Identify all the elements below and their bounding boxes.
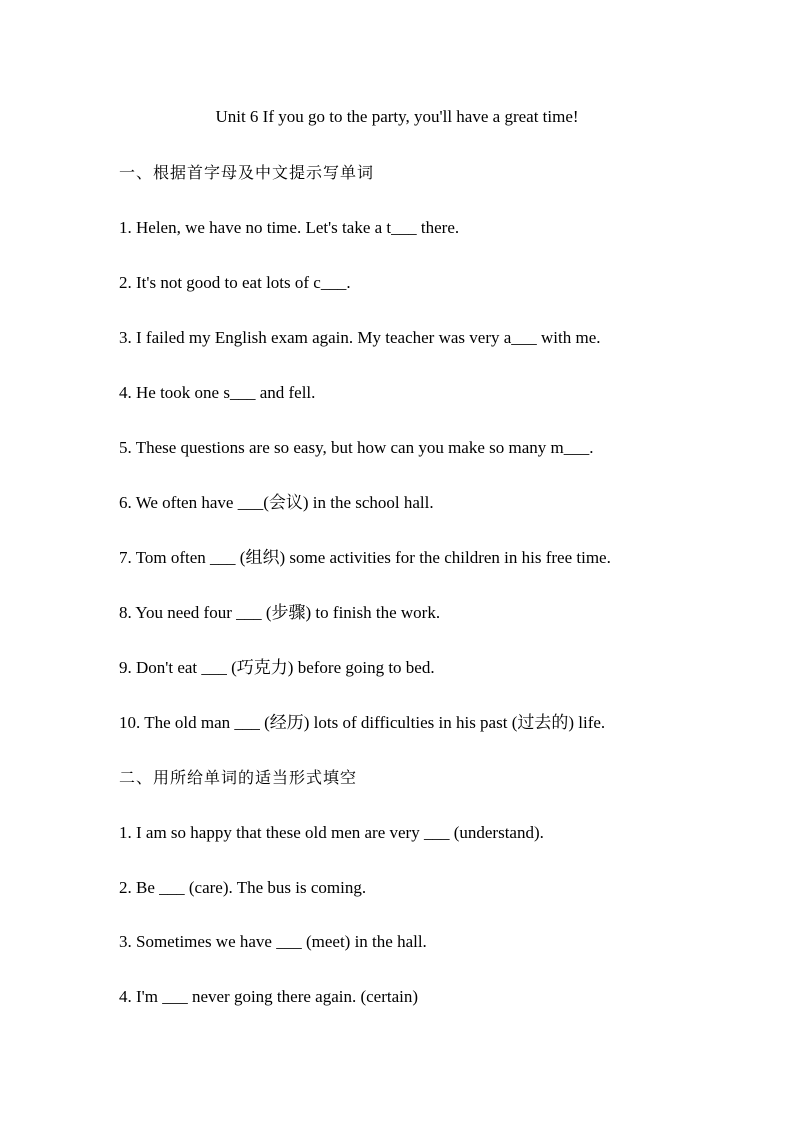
question-1-3: 3. I failed my English exam again. My teacher was very a___ with me. (119, 328, 601, 347)
question-1-6: 6. We often have ___(会议) in the school hall. (119, 493, 434, 512)
question-1-8: 8. You need four ___ (步骤) to finish the work. (119, 603, 441, 622)
question-1-10: 10. The old man ___ (经历) lots of difficulties in his past (过去的) life. (119, 713, 606, 732)
question-1-1: 1. Helen, we have no time. Let's take a t___ there. (119, 218, 460, 237)
question-2-1: 1. I am so happy that these old men are very ___ (understand). (119, 823, 544, 842)
question-2-3: 3. Sometimes we have ___ (meet) in the hall. (119, 932, 427, 951)
section-1-heading: 一、根据首字母及中文提示写单词 (119, 163, 375, 182)
question-1-7: 7. Tom often ___ (组织) some activities for the children in his free time. (119, 548, 611, 567)
question-1-4: 4. He took one s___ and fell. (119, 383, 316, 402)
question-1-5: 5. These questions are so easy, but how can you make so many m___. (119, 438, 594, 457)
section-2-heading: 二、用所给单词的适当形式填空 (119, 768, 358, 787)
page-title: Unit 6 If you go to the party, you'll have a great time! (215, 107, 579, 126)
question-1-9: 9. Don't eat ___ (巧克力) before going to bed. (119, 658, 435, 677)
question-2-2: 2. Be ___ (care). The bus is coming. (119, 878, 367, 897)
question-1-2: 2. It's not good to eat lots of c___. (119, 273, 351, 292)
question-2-4: 4. I'm ___ never going there again. (certain) (119, 987, 419, 1006)
